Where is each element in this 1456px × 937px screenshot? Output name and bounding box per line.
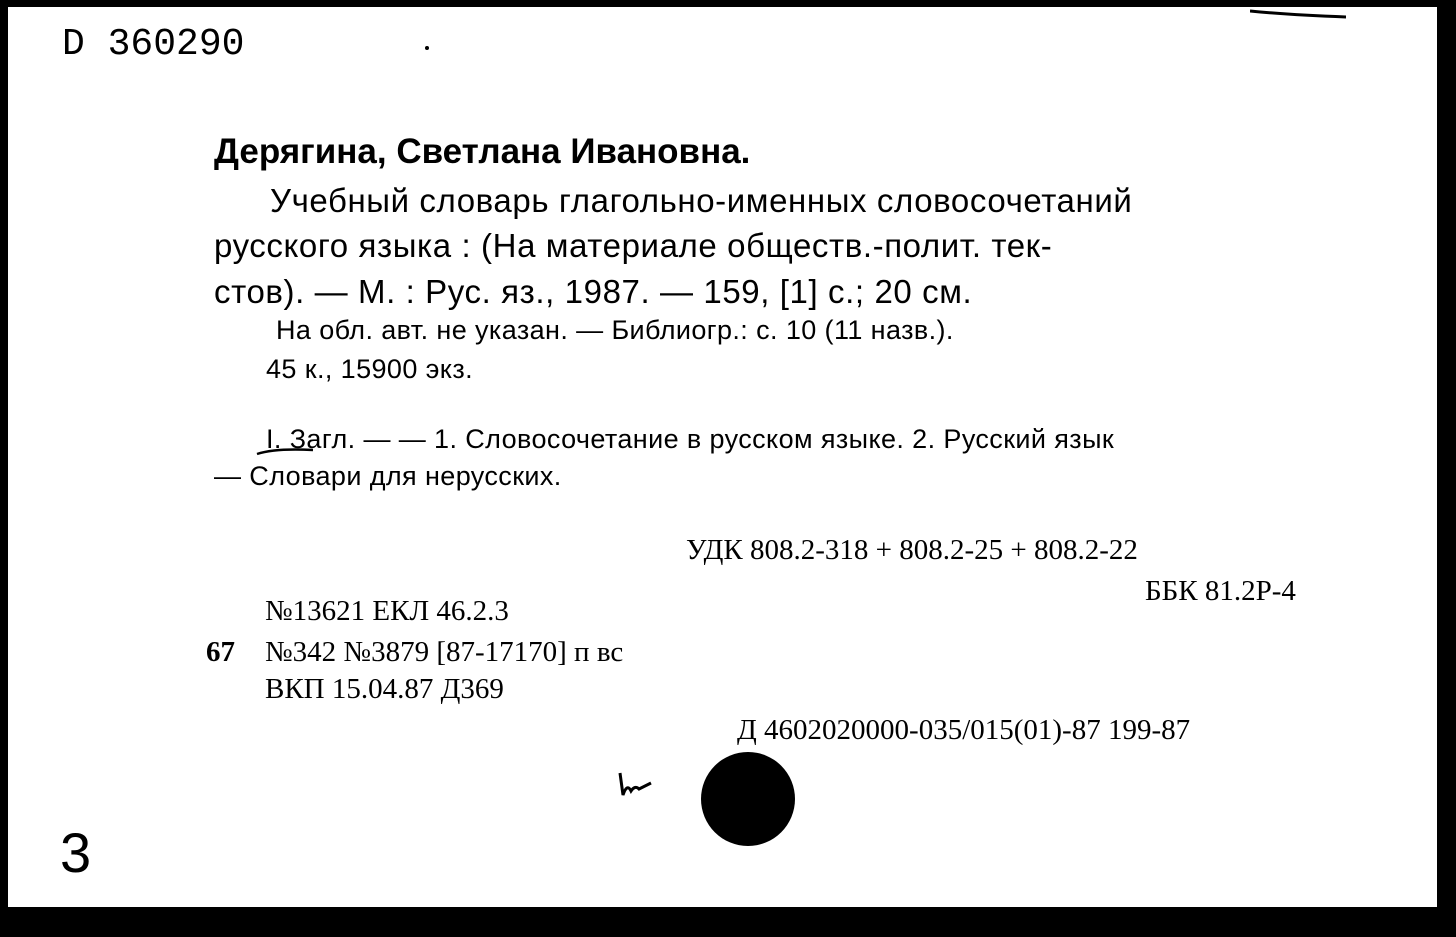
record-line-3: ВКП 15.04.87 Д369 [265,673,504,705]
author-heading: Дерягина, Светлана Ивановна. [214,132,751,171]
call-number: D 360290 [62,23,245,66]
title-line-3: стов). — М. : Рус. яз., 1987. — 159, [1] с.; 20 см. [214,273,973,310]
handwritten-scribble [617,771,653,801]
card-border-left [0,0,8,937]
d-code: Д 4602020000-035/015(01)-87 199-87 [737,714,1191,746]
punch-hole-dot [701,752,795,846]
card-border-top [0,0,1456,7]
card-border-right-inner [1437,0,1440,937]
title-line-2: русского языка : (На материале обществ.-полит. тек- [214,227,1053,264]
udk-code: УДК 808.2-318 + 808.2-25 + 808.2-22 [686,534,1138,566]
record-line-1: №13621 ЕКЛ 46.2.3 [265,595,509,627]
title-line-1: Учебный словарь глагольно-именных словосочетаний [270,182,1133,219]
note-line-1: На обл. авт. не указан. — Библиогр.: с. 10 (11 назв.). [276,315,954,345]
scan-speck [425,46,429,50]
scan-mark-top [1250,5,1346,21]
card-border-right [1440,0,1456,937]
record-line-2: №342 №3879 [87-17170] п вс [265,636,624,668]
note-line-2: 45 к., 15900 экз. [266,354,474,384]
bbk-code: ББК 81.2Р-4 [1145,575,1296,607]
card-border-bottom [0,907,1456,937]
subject-line-1: I. Загл. — — 1. Словосочетание в русском языке. 2. Русский язык [266,424,1115,454]
subject-line-2: — Словари для нерусских. [214,461,562,491]
handwritten-mark: 3 [60,821,92,884]
record-number: 67 [206,636,235,668]
